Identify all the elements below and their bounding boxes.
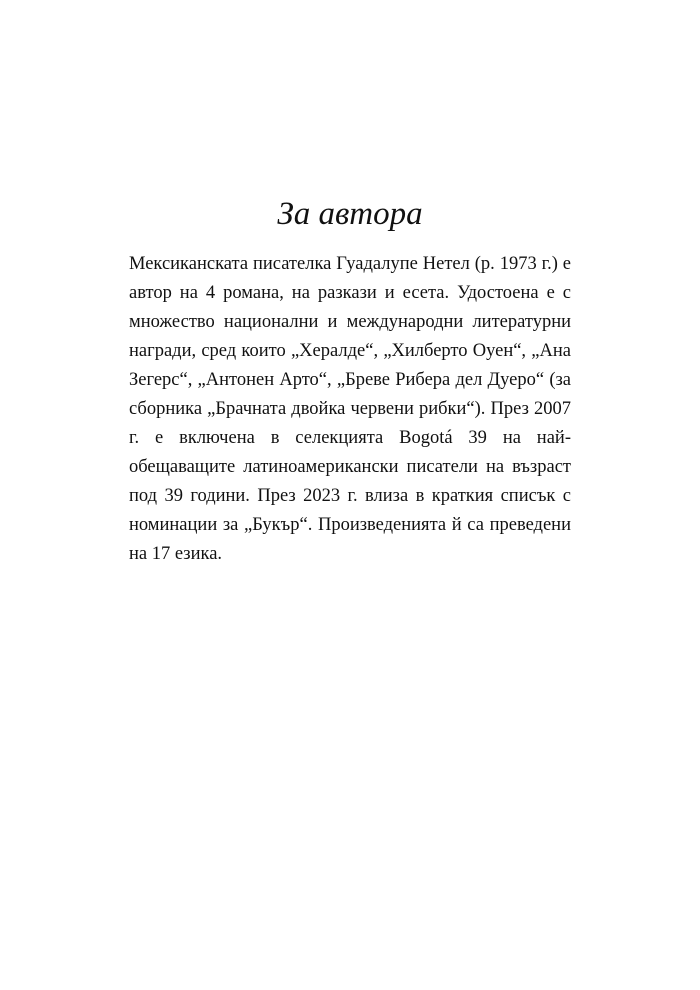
author-bio-paragraph: Мексиканската писателка Гуадалупе Нетел (р. 1973 г.) е автор на 4 романа, на разкази и есета. Удостоена е с множество национални и международни литературни награди, сред които „Хералде“, „Хилберто Оуен“, „Ана Зегерс“, „Антонен Арто“, „Бреве Рибера дел Дуеро“ (за сборника „Брачната двойка червени рибки“). През 2007 г. е включена в селекцията Bogotá 39 на най-обещаващите латиноамерикански писатели на възраст под 39 години. През 2023 г. влиза в краткия списък с номинации за „Букър“. Произведенията й са преведени на 17 езика. xyxy=(129,254,571,564)
page-title: За автора xyxy=(277,196,423,232)
